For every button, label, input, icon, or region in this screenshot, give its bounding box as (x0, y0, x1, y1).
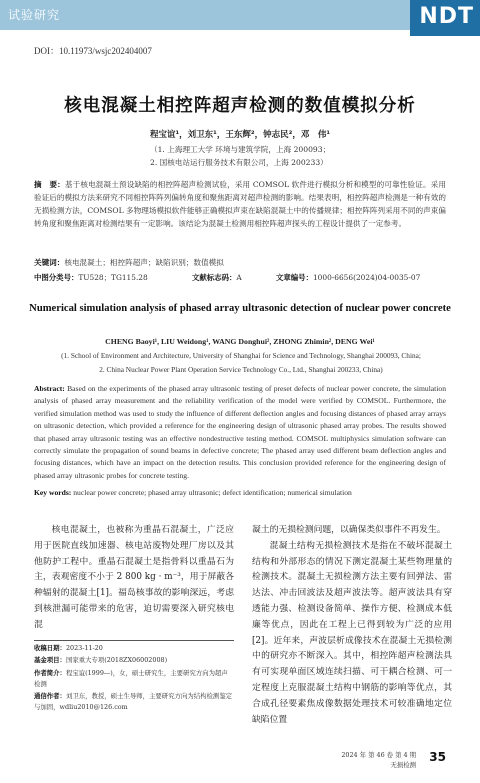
body-left-column: 核电混凝土，也被称为重晶石混凝土，广泛应用于医院直线加速器、核电站废物处理厂房以及其他防护工程中。重晶石混凝土是指骨料以重晶石为主，表观密度不小于 2 800 kg · m⁻³，用于屏蔽各种辐射的混凝土[1]。福岛核事故的影响深远，考虑到核泄漏可能带来的危害，迫切需要深入研究核电混 (34, 525, 234, 630)
body-paragraph: 凝土的无损检测问题，以确保类似事件不再发生。 (252, 525, 446, 535)
keywords-en-text: nuclear power concrete; phased array ultrasonic; defect identification; numerical simulation (73, 488, 352, 497)
section-name: 试验研究 (8, 8, 61, 22)
abstract-cn-text: 基于核电混凝土预设缺陷的相控阵超声检测试验，采用 COMSOL 软件进行模拟分析和模型的可靠性验证。采用验证后的模拟方法来研究不同相控阵阵列偏转角度和聚焦距离对超声检测的影响。结果表明，相控阵超声检测是一种有效的无损检测方法，COMSOL 多物理场模拟软件能够正确模拟声束在缺陷混凝土中的传播规律；相控阵阵列采用不同的声束偏转角度和聚焦距离对检测结果有一定影响。该结论为混凝土检测用相控阵超声探头的工程设计提供了一定参考。 (34, 180, 447, 228)
journal-header-bar (0, 0, 480, 30)
footnote-fund: 基金项目：国家重大专项(2018ZX06002008) (34, 656, 168, 665)
keywords-cn-label: 关键词： (34, 258, 65, 267)
clc-label: 中图分类号： (34, 273, 79, 282)
footnotes (34, 643, 234, 715)
journal-logo-text: NDT (419, 4, 474, 29)
journal-name: 无损检测 (390, 761, 416, 769)
journal-logo (410, 0, 480, 36)
issue-line: 2024 年 第 46 卷 第 4 期 (341, 751, 416, 759)
keywords-cn (34, 257, 224, 268)
body-right-column (252, 523, 452, 728)
footnote-divider (34, 640, 234, 641)
page-number: 35 (429, 750, 446, 764)
footnote-corresponding: 通信作者：刘卫东，教授，硕士生导师，主要研究方向为结构检测鉴定与加固，wdliu2010@126.com (34, 692, 233, 712)
title-en: Numerical simulation analysis of phased array ultrasonic detection of nuclear power concrete (29, 303, 451, 314)
doi[interactable]: DOI：10.11973/wsjc202404007 (34, 46, 152, 56)
footnote-received: 收稿日期：2023-11-20 (34, 644, 103, 652)
article-number-label: 文章编号： (276, 273, 313, 282)
authors-cn: 程宝谊¹，刘卫东¹，王东辉²，钟志民²，邓 伟¹ (149, 130, 331, 140)
issue-info (341, 750, 416, 770)
footnote-author: 作者简介：程宝谊(1999—)，女，硕士研究生，主要研究方向为超声检测 (34, 668, 228, 688)
affiliation-en-2: 2. China Nuclear Power Plant Operation Service Technology Co., Ltd., Shanghai 200233, China) (99, 365, 383, 374)
doc-code-label: 文献标志码： (192, 273, 237, 282)
affiliation-en-1: (1. School of Environment and Architecture, University of Shanghai for Science and Technology, Shanghai 200093, China; (61, 351, 421, 360)
clc-number: TU528；TG115.28 (78, 273, 148, 282)
keywords-en (34, 488, 446, 497)
affiliation-cn-2: 2. 国核电站运行服务技术有限公司，上海 200233） (150, 158, 328, 167)
abstract-en-text: Based on the experiments of the phased array ultrasonic testing of preset defects of nuclear power concrete, the simulation analysis of phased array measurement and the reliability verification of the model were verified by COMSOL. Furthermore, the verified simulation method was used to study the influence of different deflection angles and focusing distances of phased array arrays on ultrasonic detection, which provided a reference for the engineering design of ultrasonic phased array probes. The results showed that phased array ultrasonic testing was an effective nondestructive testing method. COMSOL multiphysics simulation software can correctly simulate the propagation of sound beams in defective concrete; The phased array used different beam deflection angles and focusing distances, which have an impact on the detection results. This conclusion provided reference for the engineering design of phased array ultrasonic probes for concrete testing. (34, 384, 446, 480)
abstract-en (34, 383, 446, 482)
abstract-cn-label: 摘 要： (34, 180, 65, 189)
body-paragraph: 混凝土结构无损检测技术是指在不破坏混凝土结构和外部形态的情况下测定混凝土某些物理量的检测技术。混凝土无损检测方法主要有回弹法、雷达法、冲击回波法及超声波法等。超声波法具有穿透能力强、检测设备简单、操作方便、检测成本低廉等优点，因此在工程上已得到较为广泛的应用[2]。近年来，声波层析成像技术在混凝土无损检测中的研究亦不断深入。其中，相控阵超声检测法具有可实现单面区域连续扫描、可干耦合检测、可一定程度上克服混凝土结构中钢筋的影响等优点，其合成孔径要素焦成像数据处理技术可较准确地定位缺陷位置 (252, 540, 452, 725)
title-cn: 核电混凝土相控阵超声检测的数值模拟分析 (64, 96, 416, 116)
authors-en: CHENG Baoyi¹, LIU Weidong¹, WANG Donghui², ZHONG Zhimin², DENG Wei¹ (105, 337, 375, 346)
keywords-en-label: Key words: (34, 488, 72, 497)
abstract-cn (34, 178, 446, 230)
affiliation-cn-1: （1. 上海理工大学 环境与建筑学院，上海 200093； (150, 145, 331, 154)
keywords-cn-text: 核电混凝土；相控阵超声；缺陷识别；数值模拟 (64, 258, 224, 267)
article-number: 1000-6656(2024)04-0035-07 (312, 273, 421, 282)
doc-code: A (236, 273, 242, 282)
abstract-en-label: Abstract: (34, 384, 65, 393)
